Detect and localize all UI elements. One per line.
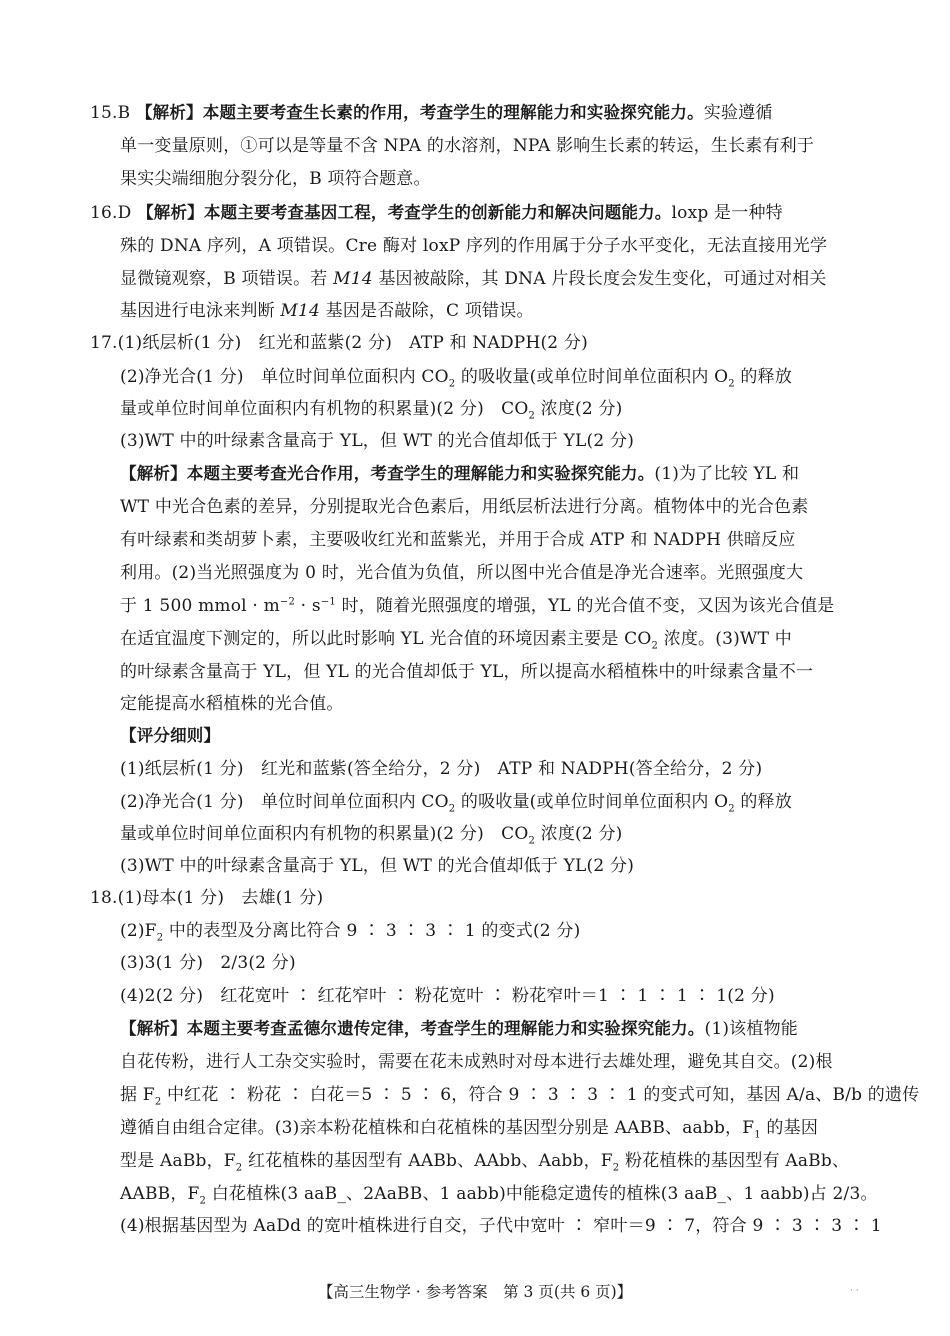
text-run: 量或单位时间单位面积内有机物的积累量)(2 分) CO — [120, 824, 529, 844]
q16-line-2: 殊的 DNA 序列，A 项错误。Cre 酶对 loxP 序列的作用属于分子水平变化，无法直接用光学 — [120, 236, 828, 256]
text-run: 遵循自由组合定律。(3)亲本粉花植株和白花植株的基因型分别是 AABB、aabb，F — [120, 1118, 755, 1138]
text-run: 基因进行电泳来判断 — [120, 301, 281, 321]
q17-explanation-2: WT 中光合色素的差异，分别提取光合色素后，用纸层析法进行分离。植物体中的光合色素 — [120, 497, 809, 517]
q17-explanation-8: 定能提高水稻植株的光合值。 — [120, 694, 344, 714]
gene-name: M14 — [333, 269, 373, 289]
analysis-summary: 本题主要考查基因工程，考查学生的创新能力和解决问题能力。 — [203, 203, 672, 222]
subscript: 1 — [754, 1129, 761, 1141]
q15-line-3: 果实尖端细胞分裂分化，B 项符合题意。 — [120, 169, 431, 189]
text-run: 白花植株(3 aaB_、2AaBB、1 aabb)中能稳定遗传的植株(3 aaB_、1 aabb)占 2/3。 — [206, 1184, 878, 1204]
text-run: 实验遵循 — [703, 103, 773, 123]
q18-explanation-1 — [120, 1017, 798, 1041]
text-run: 量或单位时间单位面积内有机物的积累量)(2 分) CO — [120, 399, 529, 419]
subscript: 2 — [528, 410, 536, 422]
q18-answer-4: (4)2(2 分) 红花宽叶 ∶ 红花窄叶 ∶ 粉花宽叶 ∶ 粉花窄叶＝1 ∶ 1 ∶ 1 ∶ 1(2 分) — [120, 986, 775, 1006]
text-run: 中的表型及分离比符合 9 ∶ 3 ∶ 3 ∶ 1 的变式(2 分) — [163, 921, 581, 941]
gene-name: M14 — [280, 301, 321, 321]
q16-line-3 — [120, 267, 827, 291]
text-run: 的释放 — [734, 367, 793, 387]
text-run: 的释放 — [734, 792, 793, 812]
q17-explanation-7: 的叶绿素含量高于 YL，但 YL 的光合值却低于 YL，所以提高水稻植株中的叶绿素含量不一 — [120, 662, 814, 682]
analysis-summary: 本题主要考查生长素的作用，考查学生的理解能力和实验探究能力。 — [202, 103, 704, 122]
text-run: (1)为了比较 YL 和 — [654, 464, 800, 484]
q17-answer-2 — [120, 365, 792, 389]
q18-answer-1 — [90, 886, 323, 910]
q17-explanation-3: 有叶绿素和类胡萝卜素，主要吸收红光和蓝紫光，并用于合成 ATP 和 NADPH 供暗反应 — [120, 530, 796, 550]
text-run: 型是 AaBb，F — [120, 1151, 236, 1171]
q18-explanation-6 — [120, 1182, 878, 1206]
text-run: (1)纸层析(1 分) 红光和蓝紫(2 分) ATP 和 NADPH(2 分) — [117, 333, 588, 353]
q18-explanation-3 — [120, 1083, 919, 1107]
text-run: 的基因 — [760, 1118, 819, 1138]
page-footer: 【高三生物学 · 参考答案 第 3 页(共 6 页)】 — [317, 1283, 633, 1301]
q18-explanation-5 — [120, 1149, 849, 1173]
question-number: 17. — [90, 333, 118, 353]
text-run: 的吸收量(或单位时间单位面积内 O — [455, 792, 729, 812]
q18-explanation-7: (4)根据基因型为 AaDd 的宽叶植株进行自交，子代中宽叶 ∶ 窄叶＝9 ∶ 7，符合 9 ∶ 3 ∶ 3 ∶ 1 — [120, 1216, 882, 1236]
rubric-heading: 【评分细则】 — [120, 726, 221, 745]
q17-answer-4: (3)WT 中的叶绿素含量高于 YL，但 WT 的光合值却低于 YL(2 分) — [120, 431, 635, 451]
rubric-line-4: (3)WT 中的叶绿素含量高于 YL，但 WT 的光合值却低于 YL(2 分) — [120, 856, 635, 876]
q15-line-2: 单一变量原则，①可以是等量不含 NPA 的水溶剂，NPA 影响生长素的转运，生长素有利于 — [120, 136, 815, 156]
text-run: 浓度(2 分) — [535, 824, 623, 844]
q17-explanation-4: 利用。(2)当光照强度为 0 时，光合值为负值，所以图中光合值是净光合速率。光照强度大 — [120, 563, 804, 583]
analysis-summary: 【解析】本题主要考查光合作用，考查学生的理解能力和实验探究能力。 — [120, 464, 655, 483]
text-run: 时，随着光照强度的增强，YL 的光合值不变，又因为该光合值是 — [335, 596, 835, 616]
subscript: 2 — [199, 1195, 207, 1207]
text-run: 的吸收量(或单位时间单位面积内 O — [455, 367, 729, 387]
analysis-summary: 【解析】本题主要考查孟德尔遗传定律，考查学生的理解能力和实验探究能力。 — [120, 1019, 705, 1038]
text-run: 浓度(2 分) — [535, 399, 623, 419]
text-run: · s — [295, 596, 321, 616]
subscript: 2 — [156, 932, 164, 944]
text-run: 粉花植株的基因型有 AaBb、 — [619, 1151, 850, 1171]
subscript: 2 — [448, 378, 456, 390]
analysis-tag: 【解析】 — [137, 203, 204, 222]
subscript: 2 — [728, 378, 735, 390]
text-run: (1)母本(1 分) 去雄(1 分) — [117, 888, 324, 908]
text-run: 于 1 500 mmol · m — [120, 596, 280, 616]
corner-mark: · · — [850, 1286, 859, 1296]
subscript: 2 — [728, 803, 735, 815]
text-run: 浓度。(3)WT 中 — [658, 629, 792, 649]
superscript: −1 — [320, 596, 336, 608]
text-run: 显微镜观察，B 项错误。若 — [120, 269, 334, 289]
q18-explanation-4 — [120, 1116, 818, 1140]
q17-explanation-5 — [120, 594, 835, 618]
question-number: 16.D — [90, 203, 132, 223]
q18-answer-3: (3)3(1 分) 2/3(2 分) — [120, 953, 296, 973]
analysis-tag: 【解析】 — [135, 103, 203, 122]
text-run: (2)F — [120, 921, 157, 941]
q17-explanation-6 — [120, 627, 792, 651]
subscript: 2 — [448, 803, 456, 815]
text-run: (1)该植物能 — [704, 1019, 798, 1039]
text-run: 基因被敲除，其 DNA 片段长度会发生变化，可通过对相关 — [372, 269, 827, 289]
q18-answer-2 — [120, 919, 580, 943]
rubric-line-2 — [120, 790, 792, 814]
subscript: 2 — [651, 640, 659, 652]
q17-explanation-1 — [120, 462, 799, 486]
q17-answer-3 — [120, 397, 623, 421]
subscript: 2 — [235, 1162, 243, 1174]
text-run: 中红花 ∶ 粉花 ∶ 白花＝5 ∶ 5 ∶ 6，符合 9 ∶ 3 ∶ 3 ∶ 1 的变式可知，基因 A/a、B/b 的遗传 — [161, 1085, 920, 1105]
text-run: (2)净光合(1 分) 单位时间单位面积内 CO — [120, 367, 449, 387]
text-run: 据 F — [120, 1085, 155, 1105]
text-run: 基因是否敲除，C 项错误。 — [320, 301, 534, 321]
text-run: 红花植株的基因型有 AABb、AAbb、Aabb，F — [242, 1151, 613, 1171]
subscript: 2 — [612, 1162, 620, 1174]
q18-explanation-2: 自花传粉，进行人工杂交实验时，需要在花未成熟时对母本进行去雄处理，避免其自交。(2)根 — [120, 1052, 833, 1072]
text-run: (2)净光合(1 分) 单位时间单位面积内 CO — [120, 792, 449, 812]
text-run: 在适宜温度下测定的，所以此时影响 YL 光合值的环境因素主要是 CO — [120, 629, 652, 649]
text-run: loxp 是一种特 — [671, 203, 783, 223]
question-number: 15.B — [90, 103, 131, 123]
rubric-line-3 — [120, 822, 623, 846]
superscript: −2 — [279, 596, 296, 608]
q16-line-1 — [90, 201, 783, 225]
rubric-line-1: (1)纸层析(1 分) 红光和蓝紫(答全给分，2 分) ATP 和 NADPH(答全给分，2 分) — [120, 759, 763, 779]
q17-answer-1 — [90, 331, 588, 355]
q16-line-4 — [120, 299, 534, 323]
subscript: 2 — [528, 835, 536, 847]
q15-line-1 — [90, 101, 773, 125]
text-run: AABB，F — [120, 1184, 200, 1204]
subscript: 2 — [154, 1096, 162, 1108]
question-number: 18. — [90, 888, 118, 908]
